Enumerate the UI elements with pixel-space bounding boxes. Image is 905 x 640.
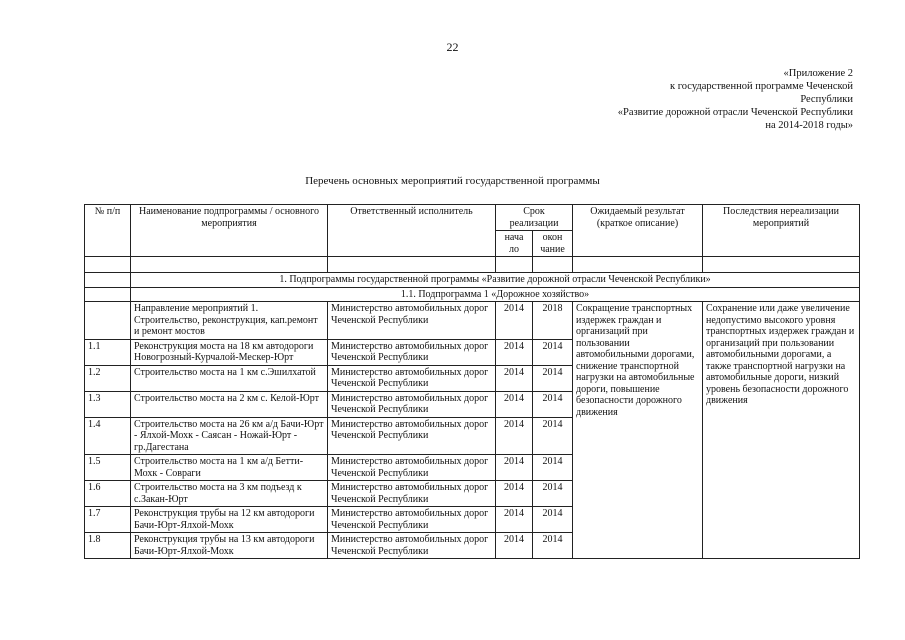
header-num: № п/п <box>85 205 131 257</box>
cell-start: 2014 <box>496 455 533 481</box>
cell-executor: Министерство автомобильных дорог Чеченской Республики <box>328 339 496 365</box>
cell-num: 1.7 <box>85 507 131 533</box>
cell-executor: Министерство автомобильных дорог Чеченской Республики <box>328 533 496 559</box>
cell-end: 2014 <box>533 417 573 455</box>
cell-start: 2014 <box>496 365 533 391</box>
cell-start: 2014 <box>496 339 533 365</box>
header-name: Наименование подпрограммы / основного мероприятия <box>131 205 328 257</box>
appendix-line: «Приложение 2 <box>783 68 853 79</box>
cell-start: 2014 <box>496 302 533 340</box>
cell-num: 1.6 <box>85 481 131 507</box>
appendix-line: к государственной программе Чеченской <box>670 81 853 92</box>
header-start: нача ло <box>496 231 533 257</box>
cell-name: Реконструкция моста на 18 км автодороги Новогрозный-Курчалой-Мескер-Юрт <box>131 339 328 365</box>
cell-num: 1.2 <box>85 365 131 391</box>
cell-name: Строительство моста на 2 км с. Келой-Юрт <box>131 391 328 417</box>
header-row <box>85 205 860 231</box>
cell-consequences: Сохранение или даже увеличение недопустимо высокого уровня транспортных издержек граждан и организаций при пользовании автомобильными дорогами, а также транспортной нагрузки на автомобильные дороги, низкий уровень безопасности дорожного движения <box>703 302 860 559</box>
section-program-title: 1. Подпрограммы государственной программы «Развитие дорожной отрасли Чеченской Республики» <box>131 273 860 288</box>
cell-name: Строительство моста на 1 км а/д Бетти-Мохк - Совраги <box>131 455 328 481</box>
cell-num: 1.4 <box>85 417 131 455</box>
cell-executor: Министерство автомобильных дорог Чеченской Республики <box>328 455 496 481</box>
appendix-heading <box>618 67 853 132</box>
cell-num: 1.1 <box>85 339 131 365</box>
cell-name: Строительство моста на 1 км с.Эшилхатой <box>131 365 328 391</box>
cell-start: 2014 <box>496 391 533 417</box>
table-row <box>85 302 860 340</box>
cell-direction-name: Направление мероприятий 1. Строительство, реконструкция, кап.ремонт и ремонт мостов <box>131 302 328 340</box>
cell-executor: Министерство автомобильных дорог Чеченской Республики <box>328 481 496 507</box>
cell-end: 2014 <box>533 455 573 481</box>
cell-num: 1.8 <box>85 533 131 559</box>
cell-name: Реконструкция трубы на 13 км автодороги Бачи-Юрт-Ялхой-Мохк <box>131 533 328 559</box>
blank-row <box>85 257 860 273</box>
cell-start: 2014 <box>496 507 533 533</box>
cell-num: 1.5 <box>85 455 131 481</box>
cell-start: 2014 <box>496 417 533 455</box>
appendix-line: Республики <box>800 94 853 105</box>
section-num-cell <box>85 273 131 288</box>
appendix-line: «Развитие дорожной отрасли Чеченской Республики <box>617 107 853 118</box>
cell-end: 2014 <box>533 365 573 391</box>
cell-start: 2014 <box>496 481 533 507</box>
header-result: Ожидаемый результат (краткое описание) <box>573 205 703 257</box>
measures-table <box>84 204 860 559</box>
cell-end: 2014 <box>533 507 573 533</box>
cell-end: 2014 <box>533 533 573 559</box>
header-consequences: Последствия нереализации мероприятий <box>703 205 860 257</box>
cell-name: Строительство моста на 26 км а/д Бачи-Юрт - Ялхой-Мохк - Саясан - Ножай-Юрт - гр.Дагестана <box>131 417 328 455</box>
header-executor: Ответственный исполнитель <box>328 205 496 257</box>
header-end: окон чание <box>533 231 573 257</box>
cell-end: 2014 <box>533 339 573 365</box>
section-row <box>85 273 860 288</box>
list-title: Перечень основных мероприятий государственной программы <box>305 175 600 187</box>
appendix-line: на 2014-2018 годы» <box>765 120 853 131</box>
cell-name: Строительство моста на 3 км подъезд к с.Закан-Юрт <box>131 481 328 507</box>
cell-executor: Министерство автомобильных дорог Чеченской Республики <box>328 365 496 391</box>
cell-executor: Министерство автомобильных дорог Чеченской Республики <box>328 302 496 340</box>
page-number: 22 <box>446 40 459 54</box>
section-num-cell <box>85 287 131 302</box>
cell-num <box>85 302 131 340</box>
cell-num: 1.3 <box>85 391 131 417</box>
cell-executor: Министерство автомобильных дорог Чеченской Республики <box>328 507 496 533</box>
header-term: Срок реализации <box>496 205 573 231</box>
cell-name: Реконструкция трубы на 12 км автодороги Бачи-Юрт-Ялхой-Мохк <box>131 507 328 533</box>
section-row <box>85 287 860 302</box>
cell-end: 2014 <box>533 391 573 417</box>
cell-end: 2018 <box>533 302 573 340</box>
cell-end: 2014 <box>533 481 573 507</box>
cell-start: 2014 <box>496 533 533 559</box>
cell-executor: Министерство автомобильных дорог Чеченской Республики <box>328 417 496 455</box>
cell-executor: Министерство автомобильных дорог Чеченской Республики <box>328 391 496 417</box>
cell-expected-result: Сокращение транспортных издержек граждан и организаций при пользовании автомобильными дорогами, снижение транспортной нагрузки на автомобильные дороги, повышение безопасности дорожного движения <box>573 302 703 559</box>
section-subprogram-title: 1.1. Подпрограмма 1 «Дорожное хозяйство» <box>131 287 860 302</box>
